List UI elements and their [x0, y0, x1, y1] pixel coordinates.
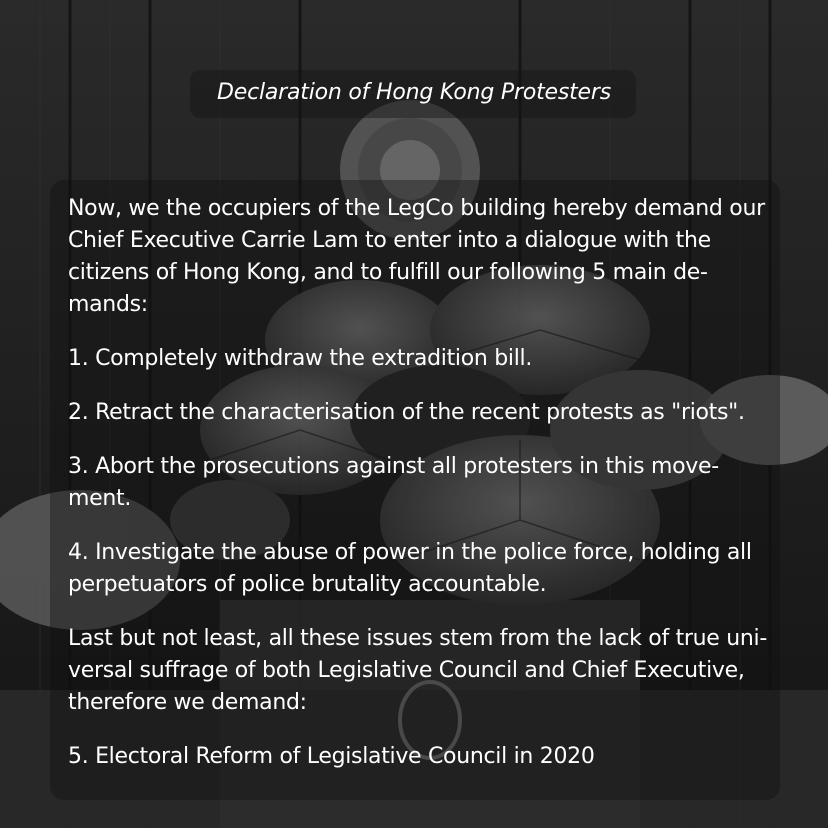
intro-paragraph: Now, we the occupiers of the LegCo building hereby demand our Chief Executive Carrie Lam to enter into a dialogue with the citizens of Hong Kong, and to fulfill our following 5 main de-mands:: [68, 196, 765, 317]
demand-item: 1. Completely withdraw the extradition bill.: [68, 346, 533, 371]
page-title: Declaration of Hong Kong Protesters: [217, 80, 611, 105]
final-demand: 5. Electoral Reform of Legislative Council in 2020: [68, 744, 595, 769]
demand-item: 3. Abort the prosecutions against all protesters in this move-ment.: [68, 454, 719, 511]
demand-item: 4. Investigate the abuse of power in the police force, holding all perpetuators of police brutality accountable.: [68, 540, 752, 597]
closing-paragraph: Last but not least, all these issues stem from the lack of true uni-versal suffrage of both Legislative Council and Chief Executive, therefore we demand:: [68, 626, 767, 715]
demand-item: 2. Retract the characterisation of the recent protests as "riots".: [68, 400, 745, 425]
declaration-body: [68, 193, 768, 773]
